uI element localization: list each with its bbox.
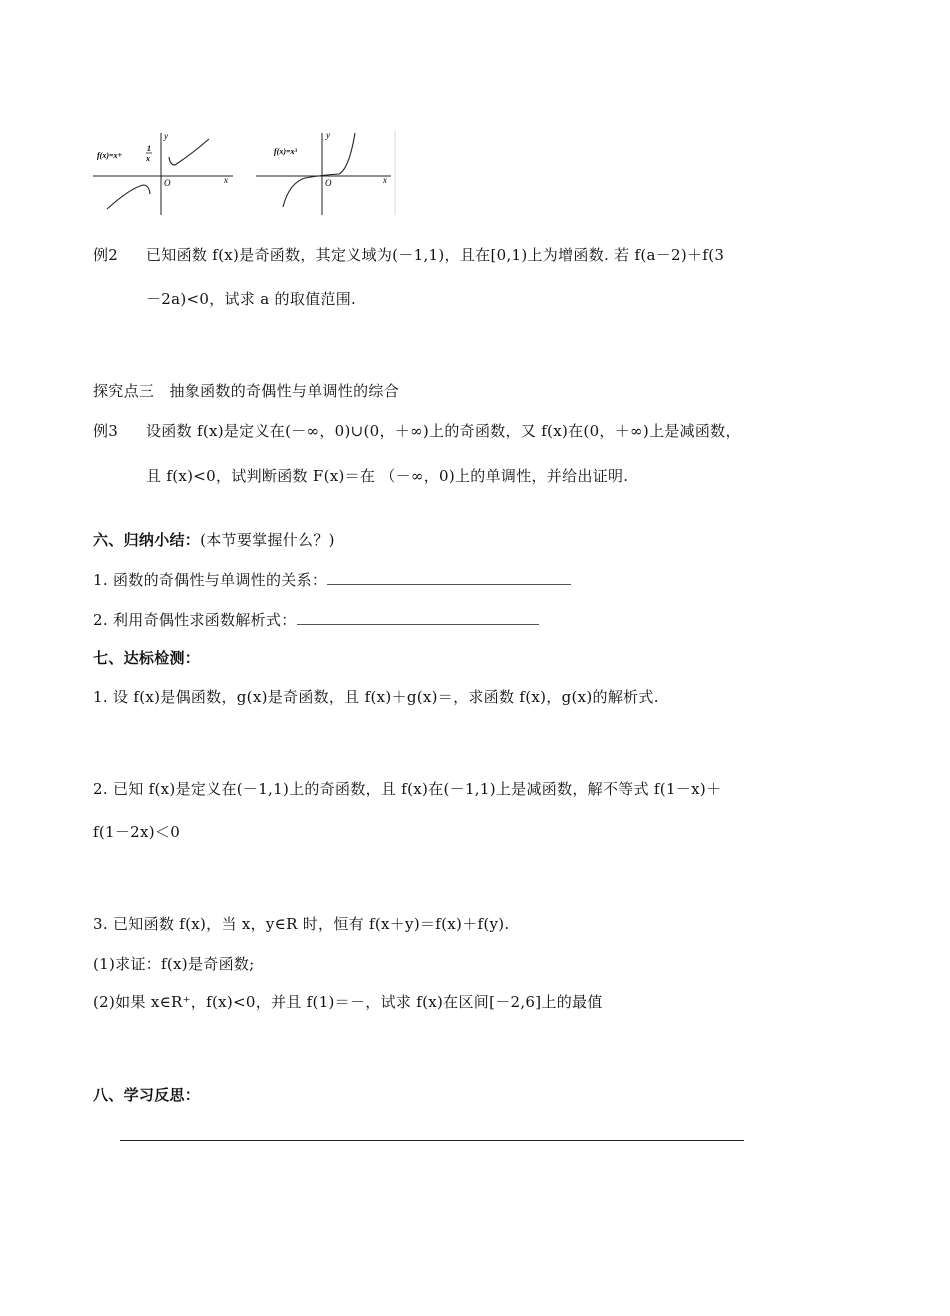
left-y-label: y xyxy=(164,131,168,141)
left-curve-positive xyxy=(169,139,209,165)
test-q2-line2: f(1－2x)＜0 xyxy=(93,823,181,841)
summary-item-2-text: 2. 利用奇偶性求函数解析式： xyxy=(93,611,297,629)
example3-line1: 设函数 f(x)是定义在(－∞，0)∪(0，＋∞)上的奇函数，又 f(x)在(0，＋∞)上是减函数， xyxy=(146,422,741,440)
right-origin-label: O xyxy=(325,178,332,188)
summary-heading: 六、归纳小结： xyxy=(93,531,201,549)
test-q2-line1: 2. 已知 f(x)是定义在(－1,1)上的奇函数，且 f(x)在(－1,1)上是减函数，解不等式 f(1－x)＋ xyxy=(93,780,722,798)
summary-item-2-blank[interactable] xyxy=(297,610,539,625)
left-x-label: x xyxy=(224,175,228,185)
example3-line2: 且 f(x)<0，试判断函数 F(x)＝在 （－∞，0)上的单调性，并给出证明. xyxy=(146,467,629,485)
section3-title: 探究点三 抽象函数的奇偶性与单调性的综合 xyxy=(93,382,400,400)
graphs-svg xyxy=(93,131,396,215)
test-q3-line2: (1)求证：f(x)是奇函数; xyxy=(93,955,255,973)
reflection-heading: 八、学习反思： xyxy=(93,1086,201,1104)
left-origin-label: O xyxy=(164,178,171,188)
graph-x-plus-inverse-x xyxy=(93,131,233,215)
summary-item-2 xyxy=(93,610,539,630)
reflection-answer-line[interactable] xyxy=(120,1140,744,1141)
test-q3-line1: 3. 已知函数 f(x)，当 x，y∈R 时，恒有 f(x＋y)＝f(x)＋f(y). xyxy=(93,915,510,933)
right-y-label: y xyxy=(326,131,330,140)
summary-heading-row xyxy=(93,530,335,550)
graph-x-cubed xyxy=(256,131,391,215)
test-q1: 1. 设 f(x)是偶函数，g(x)是奇函数，且 f(x)＋g(x)＝，求函数 f(x)，g(x)的解析式. xyxy=(93,688,659,706)
function-graphs-figure xyxy=(93,131,396,215)
summary-item-1 xyxy=(93,570,571,590)
left-frac-num: 1 xyxy=(147,144,151,153)
summary-item-1-blank[interactable] xyxy=(327,570,571,585)
right-cubic-curve xyxy=(283,133,355,207)
summary-heading-note: (本节要掌握什么？) xyxy=(200,531,335,549)
test-heading: 七、达标检测： xyxy=(93,649,201,667)
summary-item-1-text: 1. 函数的奇偶性与单调性的关系： xyxy=(93,571,328,589)
example2-line1: 已知函数 f(x)是奇函数，其定义域为(－1,1)，且在[0,1)上为增函数. 若 f(a－2)＋f(3 xyxy=(146,246,725,264)
left-frac-den: x xyxy=(146,154,150,163)
example2-label: 例2 xyxy=(93,246,119,264)
right-formula: f(x)=x³ xyxy=(274,147,297,156)
test-q3-line3: (2)如果 x∈R⁺，f(x)<0，并且 f(1)＝－，试求 f(x)在区间[－2,6]上的最值 xyxy=(93,993,603,1011)
left-curve-negative xyxy=(107,185,150,209)
right-x-label: x xyxy=(383,175,387,185)
example2-line2: －2a)<0，试求 a 的取值范围. xyxy=(146,290,357,308)
left-formula: f(x)=x+ xyxy=(97,151,123,160)
example3-label: 例3 xyxy=(93,422,119,440)
